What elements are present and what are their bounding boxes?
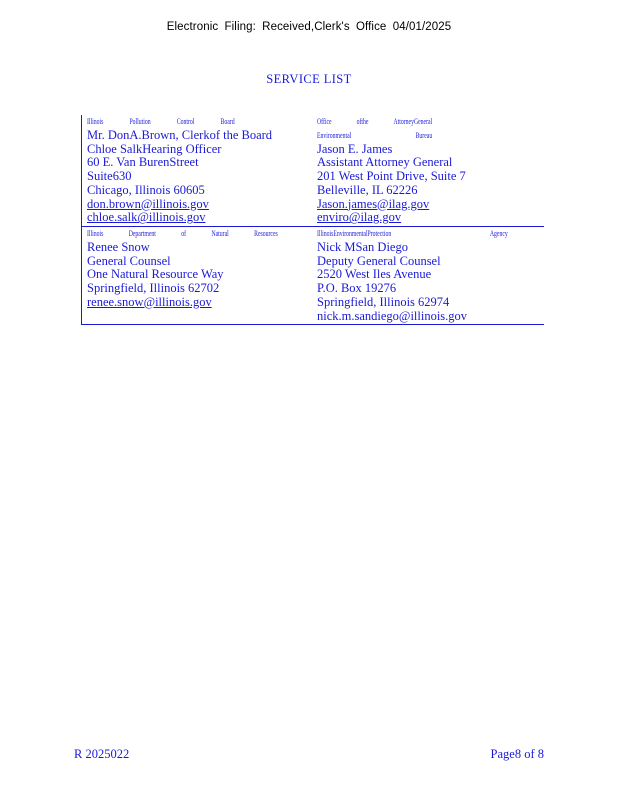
agency-name: Office ofthe AttorneyGeneral	[317, 117, 433, 126]
contact-line: Nick MSan Diego	[317, 240, 408, 254]
document-title: SERVICE LIST	[266, 72, 352, 86]
contact-line: Chicago, Illinois 60605	[87, 182, 205, 197]
party-attorney-general	[313, 115, 544, 226]
contact-line: Chloe SalkHearing Officer	[87, 141, 222, 156]
contact-line: Mr. DonA.Brown, Clerkof the Board	[87, 128, 273, 142]
contact-line: 60 E. Van BurenStreet	[87, 155, 199, 170]
agency-name: Illinois Pollution Control Board	[87, 117, 235, 126]
contact-line: Belleville, IL 62226	[317, 182, 418, 197]
email-link[interactable]: renee.snow@illinois.gov	[87, 294, 212, 309]
contact-line: Renee Snow	[87, 240, 150, 254]
contact-line: Deputy General Counsel	[317, 253, 441, 268]
service-row	[82, 115, 544, 227]
agency-name: Illinois Department of Natural Resources	[87, 229, 278, 238]
contact-line: Assistant Attorney General	[317, 155, 453, 170]
service-list-table	[81, 115, 544, 325]
agency-name: IllinoisEnvironmentalProtection Agency	[317, 229, 508, 238]
contact-line: 201 West Point Drive, Suite 7	[317, 169, 466, 184]
contact-line: 2520 West Iles Avenue	[317, 267, 432, 282]
email-link[interactable]: don.brown@illinois.gov	[87, 196, 209, 211]
case-number: R 2025022	[74, 747, 130, 761]
contact-line: One Natural Resource Way	[87, 267, 224, 282]
contact-line: Jason E. James	[317, 141, 393, 156]
party-natural-resources	[82, 227, 313, 324]
filing-header: Electronic Filing: Received,Clerk's Office 04/01/2025	[166, 21, 452, 33]
service-row	[82, 227, 544, 325]
contact-line: Springfield, Illinois 62974	[317, 294, 450, 309]
email-link[interactable]: chloe.salk@illinois.gov	[87, 210, 206, 225]
agency-name-line-2: Environmental Bureau	[317, 131, 433, 140]
party-pollution-control-board	[82, 115, 313, 226]
email-link[interactable]: Jason.james@ilag.gov	[317, 196, 430, 211]
contact-line: Suite630	[87, 169, 132, 184]
contact-line: P.O. Box 19276	[317, 281, 397, 296]
contact-line: nick.m.sandiego@illinois.gov	[317, 308, 468, 323]
party-environmental-protection-agency	[313, 227, 544, 324]
page-number: Page8 of 8	[490, 747, 544, 761]
contact-line: Springfield, Illinois 62702	[87, 281, 220, 296]
email-link[interactable]: enviro@ilag.gov	[317, 210, 402, 225]
contact-line: General Counsel	[87, 253, 171, 268]
